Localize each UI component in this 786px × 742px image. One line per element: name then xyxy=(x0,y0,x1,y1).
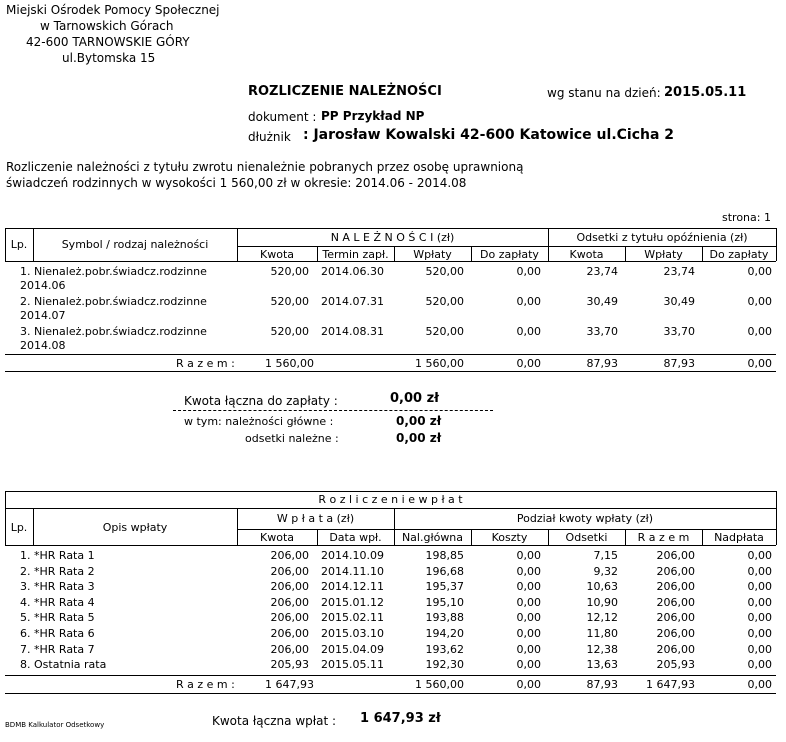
row-nal: 193,62 xyxy=(425,642,464,656)
table-cell: 1. xyxy=(20,265,31,278)
row-ods: 12,38 xyxy=(586,642,618,656)
t1-header-symbol: Symbol / rodzaj należności xyxy=(61,238,209,251)
table-cell: 520,00 xyxy=(425,325,464,338)
row-opis: Ostatnia rata xyxy=(34,658,107,672)
row-ods: 10,90 xyxy=(586,595,618,609)
t1-header-dozaplaty: Do zapłaty xyxy=(480,248,539,261)
table-cell: Nienależ.pobr.świadcz.rodzinne xyxy=(34,325,207,338)
table-cell: 0,00 xyxy=(516,678,541,691)
table-cell: 0,00 xyxy=(516,325,541,338)
row-opis: *HR Rata 1 xyxy=(34,549,95,562)
row-opis: *HR Rata 4 xyxy=(34,595,95,609)
row-razem: 206,00 xyxy=(656,564,695,578)
t1-header-o-wplaty: Wpłaty xyxy=(644,248,683,261)
row-koszty: 0,00 xyxy=(516,642,541,656)
summary-main-label: w tym: należności główne : xyxy=(184,415,334,428)
row-lp: 1. xyxy=(20,549,31,562)
row-opis: *HR Rata 3 xyxy=(34,580,95,594)
t2-header-kwota: Kwota xyxy=(260,531,294,544)
row-koszty: 0,00 xyxy=(516,658,541,672)
table-cell: 1 560,00 xyxy=(415,357,464,370)
row-kwota: 206,00 xyxy=(270,611,309,625)
table-cell: 2014.07 xyxy=(20,309,66,322)
payments-total-label: Kwota łączna wpłat : xyxy=(212,714,337,728)
row-lp: 2. xyxy=(20,564,31,578)
row-lp: 7. xyxy=(20,642,31,656)
debtor-label: dłużnik xyxy=(248,130,291,144)
table-cell: 87,93 xyxy=(586,678,618,691)
row-razem: 206,00 xyxy=(656,611,695,625)
row-lp: 4. xyxy=(20,595,31,609)
table-cell: Nienależ.pobr.świadcz.rodzinne xyxy=(34,265,207,278)
table-cell: R a z e m : xyxy=(176,357,235,370)
table-cell: 520,00 xyxy=(425,265,464,278)
row-nad: 0,00 xyxy=(747,580,772,594)
table-cell: Nienależ.pobr.świadcz.rodzinne xyxy=(34,295,207,308)
row-data: 2014.12.11 xyxy=(321,580,384,594)
row-razem: 206,00 xyxy=(656,642,695,656)
table-cell: 0,00 xyxy=(747,295,772,308)
table-cell: 2014.06.30 xyxy=(321,265,384,278)
table-cell: 30,49 xyxy=(663,295,695,308)
table-cell: 520,00 xyxy=(270,295,309,308)
table-cell: 87,93 xyxy=(663,357,695,370)
row-opis: *HR Rata 6 xyxy=(34,627,95,640)
table-cell: 520,00 xyxy=(270,325,309,338)
table-cell: 0,00 xyxy=(747,357,772,370)
summary-total-value: 0,00 zł xyxy=(390,391,439,406)
t1-header-termin: Termin zapł. xyxy=(322,248,389,261)
summary-interest-label: odsetki należne : xyxy=(245,432,339,445)
t1-header-kwota: Kwota xyxy=(260,248,294,261)
page-number: strona: 1 xyxy=(722,211,771,224)
org-line-2: w Tarnowskich Górach xyxy=(40,19,174,33)
doc-title: ROZLICZENIE NALEŻNOŚCI xyxy=(248,84,442,99)
table-cell: 520,00 xyxy=(270,265,309,278)
summary-main-value: 0,00 zł xyxy=(396,414,442,428)
row-razem: 206,00 xyxy=(656,595,695,609)
row-kwota: 206,00 xyxy=(270,595,309,609)
table-cell: 2014.08.31 xyxy=(321,325,384,338)
t2-header-wplata: W p ł a t a (zł) xyxy=(276,512,355,525)
row-data: 2015.02.11 xyxy=(321,611,384,625)
t2-header-nadplata: Nadpłata xyxy=(714,531,764,544)
t1-header-odsetki: Odsetki z tytułu opóźnienia (zł) xyxy=(576,231,748,244)
row-opis: *HR Rata 2 xyxy=(34,564,95,578)
row-nal: 196,68 xyxy=(425,564,464,578)
row-nal: 198,85 xyxy=(425,549,464,562)
table-cell: R a z e m : xyxy=(176,678,235,691)
row-data: 2015.05.11 xyxy=(321,658,384,672)
table-cell: 0,00 xyxy=(747,678,772,691)
t2-header-podzial: Podział kwoty wpłaty (zł) xyxy=(516,512,654,525)
row-lp: 5. xyxy=(20,611,31,625)
t2-header-opis: Opis wpłaty xyxy=(102,521,168,534)
row-data: 2015.04.09 xyxy=(321,642,384,656)
row-koszty: 0,00 xyxy=(516,549,541,562)
row-data: 2014.10.09 xyxy=(321,549,384,562)
org-line-3: 42-600 TARNOWSKIE GÓRY xyxy=(26,35,190,49)
row-nal: 195,10 xyxy=(425,595,464,609)
row-ods: 12,12 xyxy=(586,611,618,625)
row-ods: 11,80 xyxy=(586,627,618,640)
t2-header-data: Data wpł. xyxy=(329,531,382,544)
row-razem: 206,00 xyxy=(656,580,695,594)
row-ods: 7,15 xyxy=(593,549,618,562)
row-kwota: 205,93 xyxy=(270,658,309,672)
row-nal: 194,20 xyxy=(425,627,464,640)
row-razem: 206,00 xyxy=(656,549,695,562)
t2-header-koszty: Koszty xyxy=(491,531,528,544)
row-nad: 0,00 xyxy=(747,564,772,578)
table-cell: 1 647,93 xyxy=(646,678,695,691)
row-kwota: 206,00 xyxy=(270,642,309,656)
t2-header-odsetki: Odsetki xyxy=(565,531,608,544)
t2-header-lp: Lp. xyxy=(10,521,28,534)
row-opis: *HR Rata 5 xyxy=(34,611,95,625)
table-cell: 30,49 xyxy=(586,295,618,308)
summary-interest-value: 0,00 zł xyxy=(396,431,442,445)
table-cell: 0,00 xyxy=(747,325,772,338)
row-lp: 3. xyxy=(20,580,31,594)
row-data: 2015.03.10 xyxy=(321,627,384,640)
table-cell: 2. xyxy=(20,295,31,308)
row-nad: 0,00 xyxy=(747,627,772,640)
table-cell: 520,00 xyxy=(425,295,464,308)
row-nad: 0,00 xyxy=(747,642,772,656)
row-ods: 13,63 xyxy=(586,658,618,672)
table-cell: 33,70 xyxy=(663,325,695,338)
t1-header-naleznosci: N A L E Ż N O Ś C I (zł) xyxy=(330,231,455,244)
t1-header-o-kwota: Kwota xyxy=(569,248,604,261)
row-nad: 0,00 xyxy=(747,595,772,609)
table-cell: 0,00 xyxy=(516,265,541,278)
table-cell: 1 560,00 xyxy=(265,357,314,370)
row-nal: 192,30 xyxy=(425,658,464,672)
row-koszty: 0,00 xyxy=(516,564,541,578)
description-line-2: świadczeń rodzinnych w wysokości 1 560,00 zł w okresie: 2014.06 - 2014.08 xyxy=(6,176,467,190)
row-nad: 0,00 xyxy=(747,658,772,672)
row-razem: 205,93 xyxy=(656,658,695,672)
table-cell: 23,74 xyxy=(663,265,695,278)
t1-header-wplaty: Wpłaty xyxy=(413,248,452,261)
table-cell: 23,74 xyxy=(586,265,618,278)
table-cell: 1 647,93 xyxy=(265,678,314,691)
description-line-1: Rozliczenie należności z tytułu zwrotu nienależnie pobranych przez osobę uprawnioną xyxy=(6,160,524,174)
row-data: 2014.11.10 xyxy=(321,564,384,578)
t1-header-lp: Lp. xyxy=(10,238,28,251)
table-cell: 0,00 xyxy=(516,295,541,308)
row-ods: 9,32 xyxy=(593,564,618,578)
row-koszty: 0,00 xyxy=(516,595,541,609)
row-lp: 8. xyxy=(20,658,31,672)
document-value: PP Przykład NP xyxy=(321,109,425,123)
row-kwota: 206,00 xyxy=(270,627,309,640)
row-nad: 0,00 xyxy=(747,611,772,625)
as-of-date: 2015.05.11 xyxy=(664,85,747,100)
table-cell: 3. xyxy=(20,325,31,338)
summary-total-label: Kwota łączna do zapłaty : xyxy=(184,394,338,408)
row-lp: 6. xyxy=(20,627,31,640)
t2-header-nal: Nal.główna xyxy=(401,531,464,544)
table-cell: 2014.07.31 xyxy=(321,295,384,308)
table-cell: 33,70 xyxy=(586,325,618,338)
debtor-value: : Jarosław Kowalski 42-600 Katowice ul.Cicha 2 xyxy=(303,127,675,143)
table-cell: 1 560,00 xyxy=(415,678,464,691)
row-kwota: 206,00 xyxy=(270,564,309,578)
row-nal: 193,88 xyxy=(425,611,464,625)
table-cell: 2014.06 xyxy=(20,279,66,292)
row-nal: 195,37 xyxy=(425,580,464,594)
t1-header-o-dozaplaty: Do zapłaty xyxy=(709,248,769,261)
row-razem: 206,00 xyxy=(656,627,695,640)
table-cell: 0,00 xyxy=(516,357,541,370)
row-koszty: 0,00 xyxy=(516,580,541,594)
row-kwota: 206,00 xyxy=(270,580,309,594)
as-of-label: wg stanu na dzień: xyxy=(547,86,661,100)
document-label: dokument : xyxy=(248,110,317,124)
row-nad: 0,00 xyxy=(747,549,772,562)
row-data: 2015.01.12 xyxy=(321,595,384,609)
table-cell: 87,93 xyxy=(586,357,618,370)
row-koszty: 0,00 xyxy=(516,611,541,625)
org-line-1: Miejski Ośrodek Pomocy Społecznej xyxy=(6,3,220,17)
org-line-4: ul.Bytomska 15 xyxy=(62,51,156,65)
row-ods: 10,63 xyxy=(586,580,618,594)
t2-header-razem: R a z e m xyxy=(637,531,690,544)
footer-label: BDMB Kalkulator Odsetkowy xyxy=(5,721,105,729)
row-koszty: 0,00 xyxy=(516,627,541,640)
t2-header-title: R o z l i c z e n i e w p ł a t xyxy=(318,493,463,506)
row-kwota: 206,00 xyxy=(270,549,309,562)
row-opis: *HR Rata 7 xyxy=(34,642,95,656)
table-cell: 0,00 xyxy=(747,265,772,278)
payments-total-value: 1 647,93 zł xyxy=(360,711,441,726)
table-cell: 2014.08 xyxy=(20,339,66,352)
